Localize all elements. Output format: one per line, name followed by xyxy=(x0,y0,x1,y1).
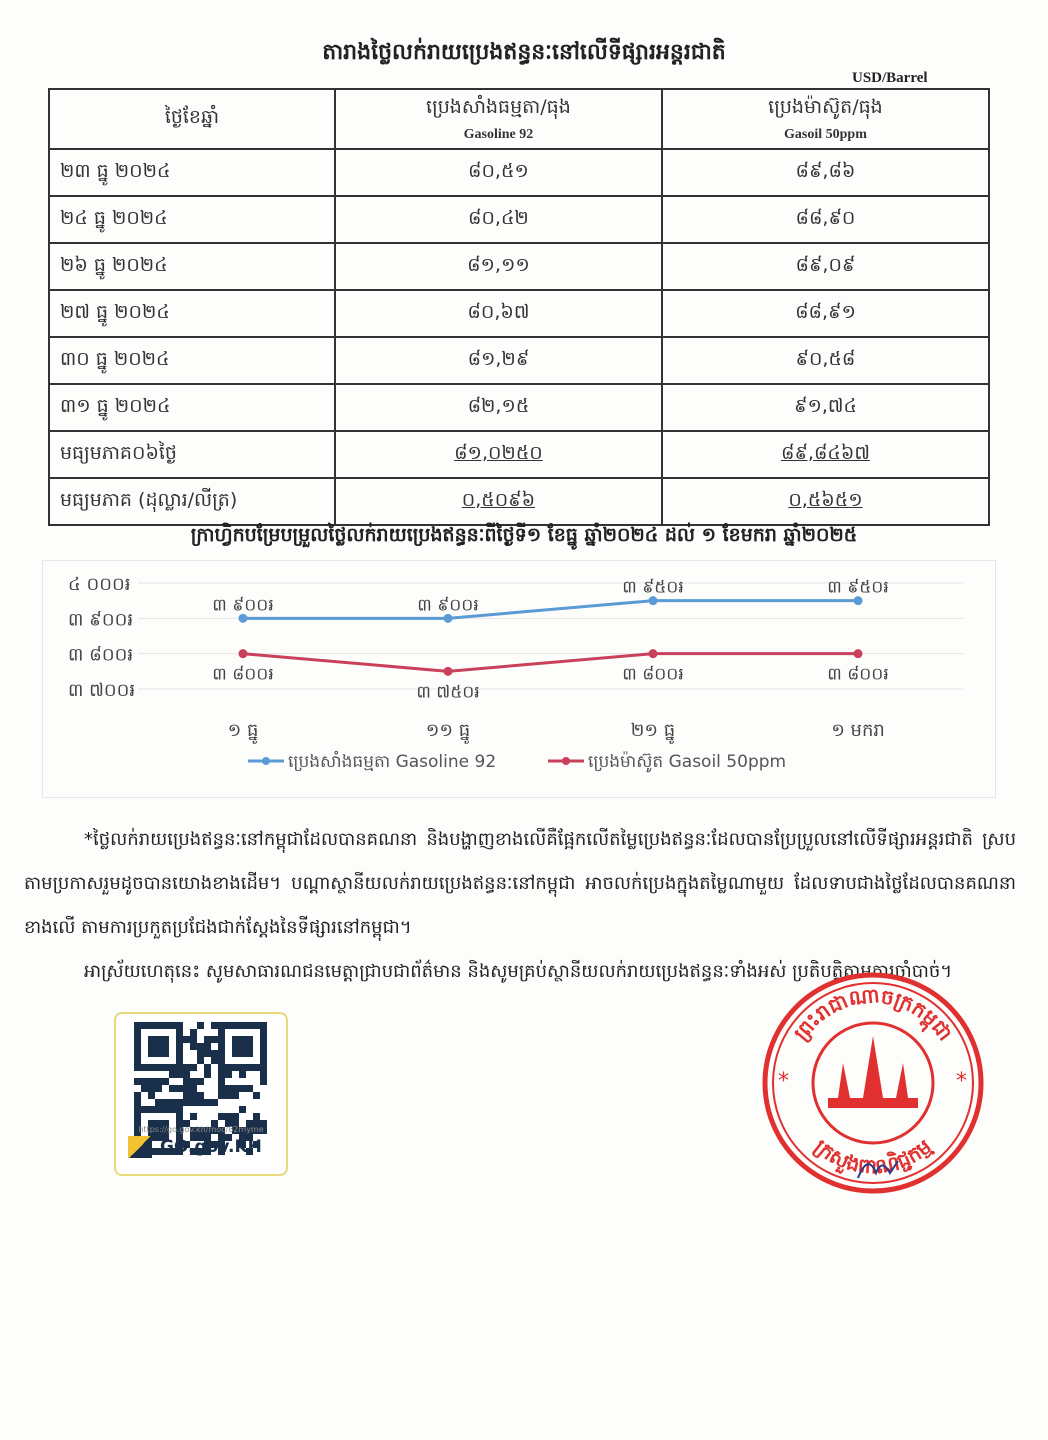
y-tick-label: ៣ ៩០០៛ xyxy=(68,609,134,631)
y-tick-label: ៤ ០០០៛ xyxy=(68,574,131,595)
official-seal xyxy=(758,968,988,1198)
average-row: មធ្យមភាគ០៦ថ្ងៃ ៨១,០២៥០ ៨៩,៨៤៦៧ xyxy=(49,431,989,478)
cell-gasoline: ៨០,៤២ xyxy=(335,196,662,243)
price-table xyxy=(48,88,990,526)
legend-label: ប្រេងសាំងធម្មតា Gasoline 92 xyxy=(288,752,497,772)
cell-gasoline: ៨២,១៥ xyxy=(335,384,662,431)
table-row xyxy=(49,243,989,290)
x-tick-label: ១១ ធ្នូ xyxy=(425,720,471,741)
x-tick-label: ១ មករា xyxy=(831,720,885,741)
conclusion-paragraph: អាស្រ័យហេតុនេះ សូមសាធារណជនមេត្តាជ្រាបជាព័ត៌មាន និងសូមគ្រប់ស្ថានីយលក់រាយប្រេងឥន្ធនៈទាំងអស់ ប្រតិបត្តិតាមការចាំបាច់។ xyxy=(84,961,953,982)
series-line xyxy=(243,654,858,672)
header-gasoline: ប្រេងសាំងធម្មតា/ធុង Gasoline 92 xyxy=(335,89,662,149)
table-row xyxy=(49,384,989,431)
table-row xyxy=(49,337,989,384)
cell-gasoil: ៨៩,០៩ xyxy=(662,243,989,290)
cell-gasoil: ៩១,៧៤ xyxy=(662,384,989,431)
data-point xyxy=(854,649,863,658)
qr-url: https://go.gov.kh/moc/82myme xyxy=(138,1125,264,1134)
cell-gasoline: ៨១,១១ xyxy=(335,243,662,290)
cell-gasoline: ៨១,២៩ xyxy=(335,337,662,384)
data-point xyxy=(649,649,658,658)
cell-date: ៣១ ធ្នូ ២០២៤ xyxy=(49,384,335,431)
document-title: តារាងថ្លៃលក់រាយប្រេងឥន្ធនៈនៅលើទីផ្សារអន្តរជាតិ xyxy=(322,40,726,65)
legend-marker xyxy=(262,757,270,765)
svg-text:*: * xyxy=(778,1069,789,1094)
data-label: ៣ ៨០០៛ xyxy=(827,664,889,685)
cell-date: ២៣ ធ្នូ ២០២៤ xyxy=(49,149,335,196)
y-tick-label: ៣ ៨០០៛ xyxy=(68,644,134,666)
svg-text:ព្រះរាជាណាចក្រកម្ពុជា: ព្រះរាជាណាចក្រកម្ពុជា xyxy=(788,982,958,1046)
data-point xyxy=(239,649,248,658)
header-date: ថ្ងៃខែឆ្នាំ xyxy=(49,89,335,149)
x-tick-label: ១ ធ្នូ xyxy=(227,720,259,741)
unit-label: USD/Barrel xyxy=(852,70,928,86)
cell-gasoil: ៨៩,៨៦ xyxy=(662,149,989,196)
cell-date: ២៦ ធ្នូ ២០២៤ xyxy=(49,243,335,290)
table-row xyxy=(49,149,989,196)
note-paragraph: *ថ្លៃលក់រាយប្រេងឥន្ធនៈនៅកម្ពុជាដែលបានគណនា និងបង្ហាញខាងលើគឺផ្អែកលើតម្លៃប្រេងឥន្ធនៈដែលបានប្រែប្រួលនៅលើទីផ្សារអន្តរជាតិ ស្របតាមប្រកាសរួមដូចបានយោងខាងដើម។ បណ្តាស្ថានីយលក់រាយប្រេងឥន្ធនៈនៅកម្ពុជា អាចលក់ប្រេងក្នុងតម្លៃណាមួយ ដែលទាបជាងថ្លៃដែលបានគណនាខាងលើ តាមការប្រកួតប្រជែងជាក់ស្តែងនៃទីផ្សារនៅកម្ពុជា។ xyxy=(24,829,1016,938)
chart-title: ក្រាហ្វិកបម្រែបម្រួលថ្លៃលក់រាយប្រេងឥន្ធនៈពីថ្ងៃទី១ ខែធ្នូ ឆ្នាំ២០២៤ ដល់ ១ ខែមករា ឆ្នាំ២០២៥ xyxy=(190,524,858,546)
svg-text:ក្រសួងពាណិជ្ជកម្ម: ក្រសួងពាណិជ្ជកម្ម xyxy=(809,1134,937,1179)
cell-date: ៣០ ធ្នូ ២០២៤ xyxy=(49,337,335,384)
qr-code-card[interactable] xyxy=(114,1012,288,1176)
table-row xyxy=(49,196,989,243)
table-header-row xyxy=(49,89,989,149)
data-label: ៣ ៩០០៛ xyxy=(417,595,479,616)
series-line xyxy=(243,601,858,619)
svg-text:*: * xyxy=(956,1069,967,1094)
data-point xyxy=(444,667,453,676)
legend-marker xyxy=(562,757,570,765)
data-label: ៣ ៧៥០៛ xyxy=(416,682,480,703)
x-tick-label: ២១ ធ្នូ xyxy=(630,720,676,741)
table-row xyxy=(49,290,989,337)
price-line-chart xyxy=(42,560,996,798)
qr-brand: GO.gov.KH xyxy=(160,1137,262,1157)
data-label: ៣ ៩០០៛ xyxy=(212,595,274,616)
per-liter-row: មធ្យមភាគ (ដុល្លារ/លីត្រ) ០,៥០៩៦ ០,៥៦៥១ xyxy=(49,478,989,525)
cell-gasoil: ៨៨,៩១ xyxy=(662,290,989,337)
cell-date: ២៧ ធ្នូ ២០២៤ xyxy=(49,290,335,337)
data-label: ៣ ៨០០៛ xyxy=(212,664,274,685)
data-label: ៣ ៩៥០៛ xyxy=(827,577,889,598)
cell-date: ២៤ ធ្នូ ២០២៤ xyxy=(49,196,335,243)
cell-gasoline: ៨០,៥១ xyxy=(335,149,662,196)
header-gasoil: ប្រេងម៉ាស៊ូត/ធុង Gasoil 50ppm xyxy=(662,89,989,149)
data-label: ៣ ៨០០៛ xyxy=(622,664,684,685)
cell-gasoil: ៩០,៥៨ xyxy=(662,337,989,384)
go-gov-logo-icon xyxy=(128,1136,152,1158)
cell-gasoline: ៨០,៦៧ xyxy=(335,290,662,337)
y-tick-label: ៣ ៧០០៛ xyxy=(68,680,136,701)
data-label: ៣ ៩៥០៛ xyxy=(622,577,684,598)
cell-gasoil: ៨៨,៩០ xyxy=(662,196,989,243)
legend-label: ប្រេងម៉ាស៊ូត Gasoil 50ppm xyxy=(588,752,787,772)
